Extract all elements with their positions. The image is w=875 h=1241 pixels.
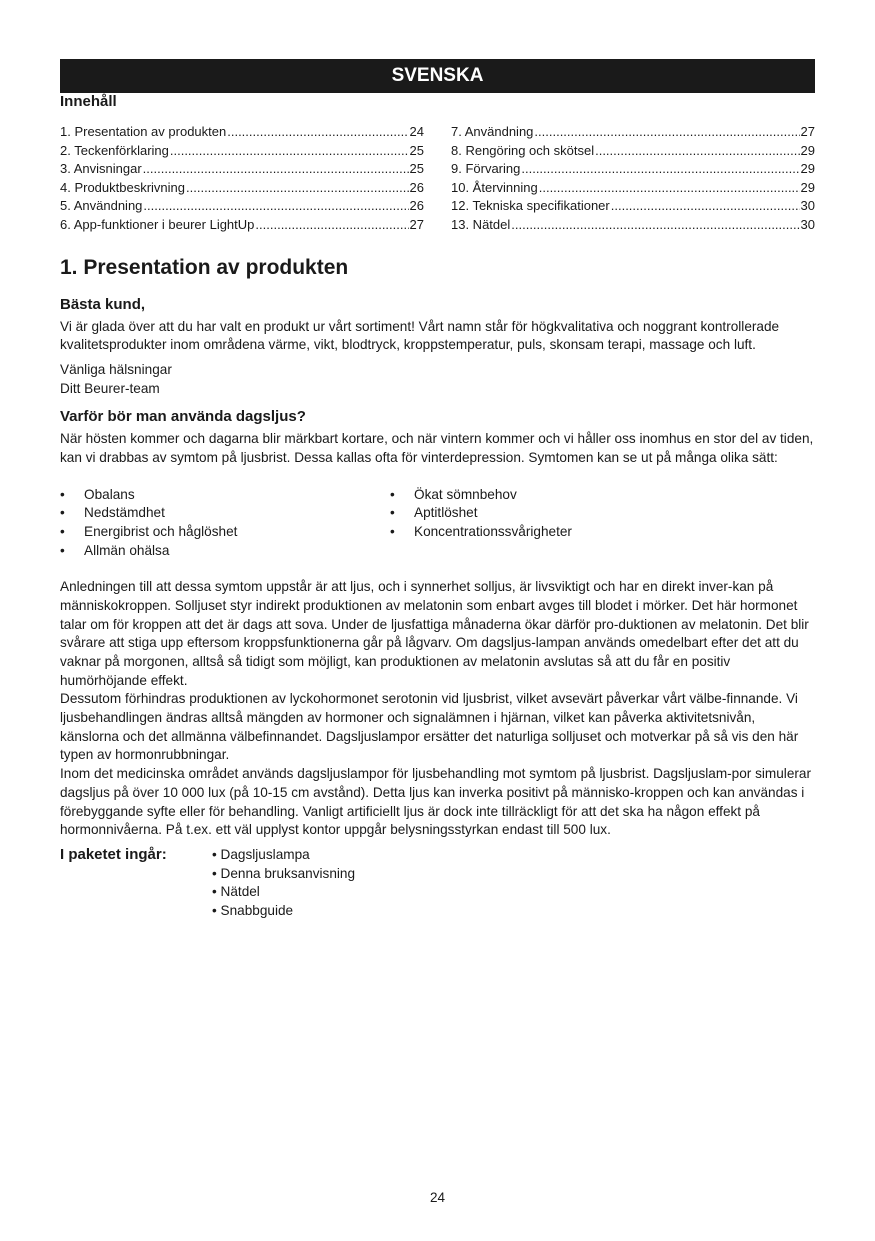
toc-leader [611,197,800,216]
toc-leader [143,160,409,179]
toc-leader [143,197,408,216]
list-item: • Allmän ohälsa [60,542,170,558]
toc-entry-label: 10. Återvinning [451,179,538,195]
toc-leader [227,123,408,142]
symptom-column-left [60,486,390,560]
list-item: • Obalans [60,486,135,502]
body-paragraph-2: Dessutom förhindras produktionen av lyckohormonet serotonin vid ljusbrist, vilket avsevärt påverkar vårt välbe-finnande. Vi ljusbehandlingen ändras alltså mängden av hormoner och signalämnen i hjärnan, vilket kan påverka aktivitetsnivån, känslorna och det allmänna välbefinnandet. Dagsljuslampor ersätter det naturliga solljuset och motverkar på så vis den här typen av hormonrubbningar. [60,691,799,763]
toc-leader [255,216,408,235]
list-item: • Nätdel [212,884,260,900]
toc-entry-page: 26 [409,198,424,214]
list-item: • Denna bruksanvisning [212,865,356,881]
toc-entry-label: 5. Användning [60,198,143,214]
body-paragraph-1: Anledningen till att dessa symtom uppstår är att ljus, och i synnerhet solljus, är livsviktigt och har en direkt inver-kan på människokroppen. Solljuset styr indirekt produktionen av melatonin som enbart avges till blodet i mörker. Det här hormonet talar om för kroppen att det är dags att sova. Under de ljusfattiga månaderna ökar därför pro-duktionen av melatonin. Det blir svårare att stiga upp eftersom kroppsfunktionerna går på lågvarv. Om dagsljus-lampan används omedelbart efter det att du vaknar på morgonen, alltså så tidigt som möjligt, kan produktionen av melatonin avslutas så att du får en positiv humörhöjande effekt. [60,579,809,688]
toc-entry-page: 29 [800,179,815,195]
toc-entry-page: 25 [409,142,424,158]
toc-entry[interactable] [451,142,815,161]
list-item: • Koncentrationssvårigheter [390,523,572,539]
team-signature: Ditt Beurer-team [60,380,160,396]
toc-entry-label: 9. Förvaring [451,161,521,177]
toc-entry[interactable] [451,197,815,216]
symptom-list [60,486,815,560]
toc-entry[interactable] [60,142,424,161]
toc-entry-page: 30 [800,216,815,232]
toc-right-column [451,123,815,235]
toc-entry-page: 26 [409,179,424,195]
section-title: 1. Presentation av produkten [60,255,349,279]
toc-entry[interactable] [451,179,815,198]
toc-entry-label: 2. Teckenförklaring [60,142,169,158]
toc-title: Innehåll [60,93,117,110]
list-item: • Energibrist och håglöshet [60,523,238,539]
toc-entry[interactable] [60,123,424,142]
toc-entry-label: 1. Presentation av produkten [60,124,227,139]
toc-entry-label: 8. Rengöring och skötsel [451,142,595,158]
table-of-contents [60,123,815,235]
toc-entry[interactable] [60,216,424,235]
toc-entry-label: 7. Användning [451,124,534,139]
package-label: I paketet ingår: [60,846,167,863]
toc-leader [521,160,799,179]
toc-entry[interactable] [451,160,815,179]
list-item: • Nedstämdhet [60,505,165,521]
toc-entry[interactable] [60,160,424,179]
list-item: • Aptitlöshet [390,505,478,521]
toc-entry-page: 25 [409,161,424,177]
symptom-column-right [390,486,720,560]
toc-entry[interactable] [60,197,424,216]
language-banner: SVENSKA [60,59,815,93]
toc-entry[interactable] [60,179,424,198]
list-item: • Dagsljuslampa [212,847,310,862]
toc-entry-page: 27 [409,216,424,232]
toc-entry[interactable] [451,216,815,235]
toc-entry-label: 6. App-funktioner i beurer LightUp [60,216,255,232]
toc-leader [534,123,799,142]
toc-leader [186,179,409,198]
toc-left-column [60,123,424,235]
toc-entry-page: 29 [800,161,815,177]
regards-line: Vänliga hälsningar [60,361,172,377]
page-number: 24 [429,1190,446,1205]
toc-leader [511,216,799,235]
list-item: • Ökat sömnbehov [390,486,517,502]
list-item: • Snabbguide [212,902,294,918]
toc-entry-label: 3. Anvisningar [60,161,142,177]
why-paragraph: När hösten kommer och dagarna blir märkbart kortare, och när vintern kommer och vi håller oss inomhus en stor del av tiden, kan vi drabbas av symtom på ljusbrist. Dessa kallas ofta för vinterdepression. Symtomen kan se ut på många olika sätt: [60,431,814,466]
toc-entry-page: 29 [800,142,815,158]
toc-entry-label: 4. Produktbeskrivning [60,179,186,195]
package-list [212,846,355,920]
toc-entry-page: 27 [800,124,815,139]
toc-leader [170,142,409,161]
greeting-heading: Bästa kund, [60,295,146,313]
intro-paragraph: Vi är glada över att du har valt en produkt ur vårt sortiment! Vårt namn står för högkvalitativa och noggrant kontrollerade kvalitetsprodukter inom områdena värme, vikt, blodtryck, kroppstemperatur, puls, skonsam terapi, massage och luft. [60,318,780,353]
why-heading: Varför bör man använda dagsljus? [60,408,306,426]
toc-entry-page: 24 [409,124,424,139]
toc-entry[interactable] [451,123,815,142]
toc-entry-page: 30 [800,198,815,214]
page-content [60,59,815,920]
package-contents [60,846,815,920]
toc-leader [595,142,799,161]
body-paragraph-3: Inom det medicinska området används dagsljuslampor för ljusbehandling mot symtom på ljusbrist. Dagsljuslam-por simulerar dagsljus på över 10 000 lux (på 10-15 cm avstånd). Detta ljus kan inverka positivt på människo-kroppen och kan användas i förebyggande syfte eller för behandling. Vanligt artificiellt ljus är dock inte tillräckligt för att det ska ha någon effekt på hormonnivåerna. På t.ex. ett väl upplyst kontor uppgår belysningsstyrkan endast till 500 lux. [60,766,812,838]
toc-entry-label: 12. Tekniska specifikationer [451,198,610,214]
toc-leader [539,179,800,198]
toc-entry-label: 13. Nätdel [451,216,511,232]
